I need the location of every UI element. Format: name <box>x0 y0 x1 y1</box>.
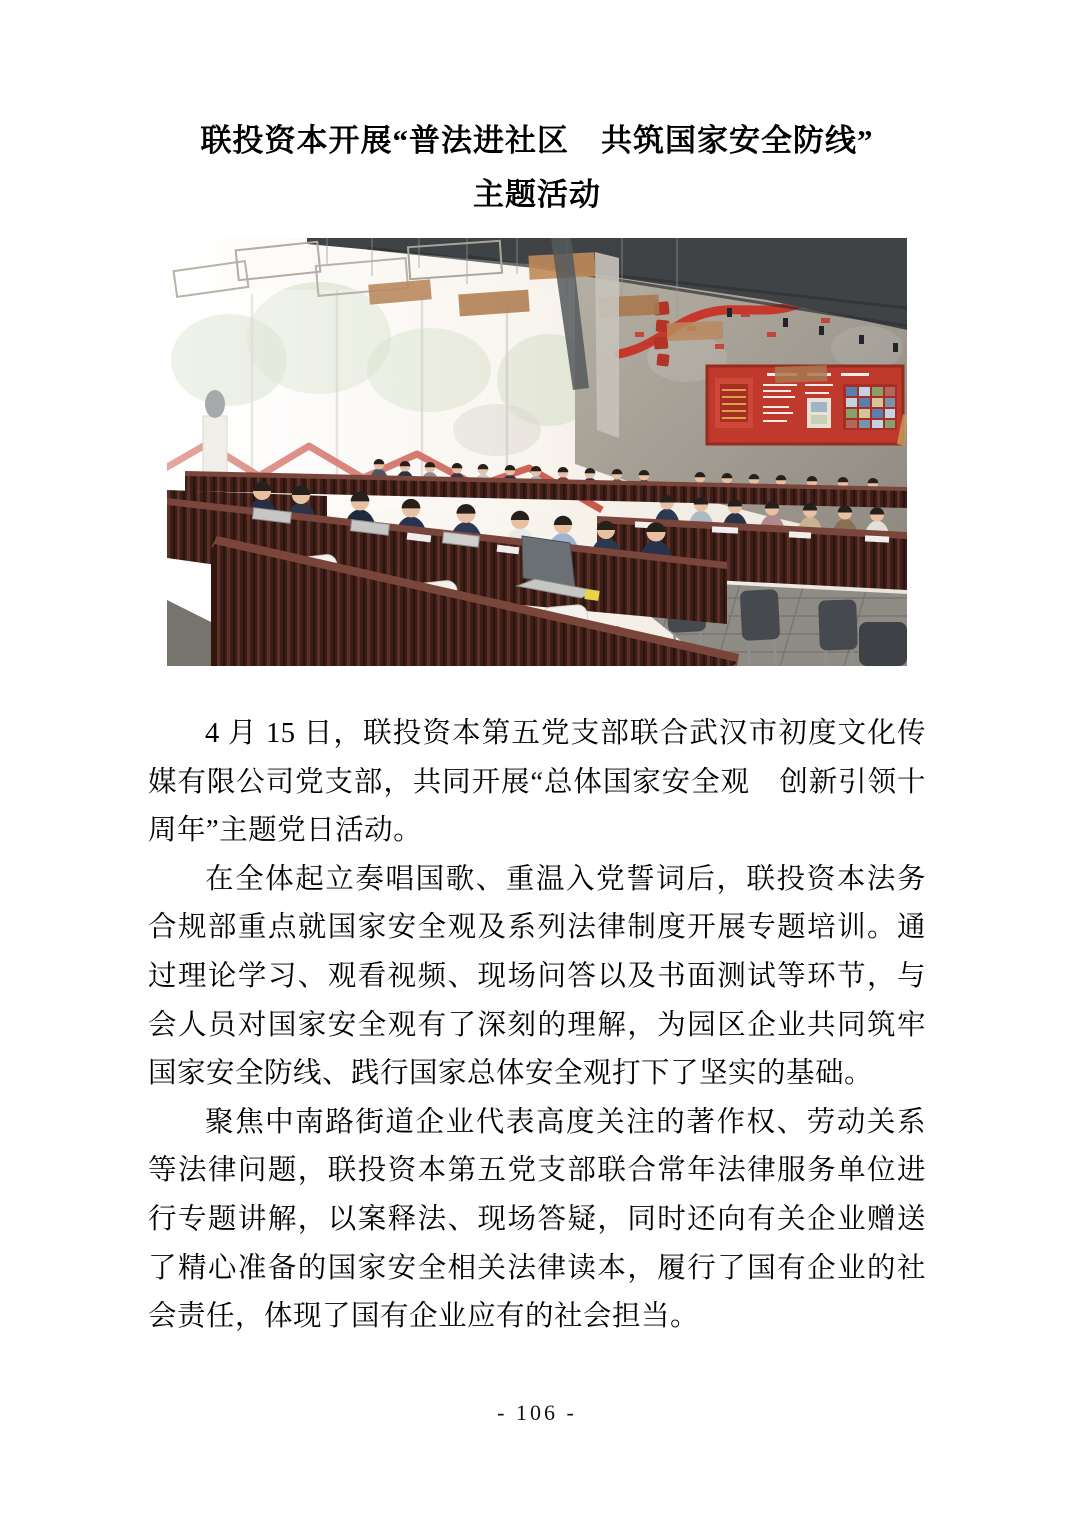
article-body <box>148 710 926 1342</box>
event-photo-illustration <box>167 238 907 666</box>
article-title <box>0 0 1074 222</box>
title-line-2: 主题活动 <box>473 177 601 212</box>
page-footer <box>0 1400 1074 1426</box>
paragraph-1: 4 月 15 日，联投资本第五党支部联合武汉市初度文化传媒有限公司党支部，共同开展“总体国家安全观 创新引领十周年”主题党日活动。 <box>148 718 926 847</box>
page-number: - 106 - <box>497 1400 577 1425</box>
light-column <box>595 252 619 438</box>
event-photo <box>167 238 907 666</box>
statue <box>203 390 227 482</box>
paragraph-2: 在全体起立奏唱国歌、重温入党誓词后，联投资本法务合规部重点就国家安全观及系列法律制度开展专题培训。通过理论学习、观看视频、现场问答以及书面测试等环节，与会人员对国家安全观有了深刻的理解，为园区企业共同筑牢国家安全防线、践行国家总体安全观打下了坚实的基础。 <box>148 863 926 1090</box>
title-line-1: 联投资本开展“普法进社区 共筑国家安全防线” <box>200 123 874 158</box>
chair-bottom-right <box>859 622 907 666</box>
paragraph-3: 聚焦中南路街道企业代表高度关注的著作权、劳动关系等法律问题，联投资本第五党支部联合常年法律服务单位进行专题讲解，以案释法、现场答疑，同时还向有关企业赠送了精心准备的国家安全相关法律读本，履行了国有企业的社会责任，体现了国有企业应有的社会担当。 <box>148 1106 926 1333</box>
photo-grid <box>843 384 897 430</box>
